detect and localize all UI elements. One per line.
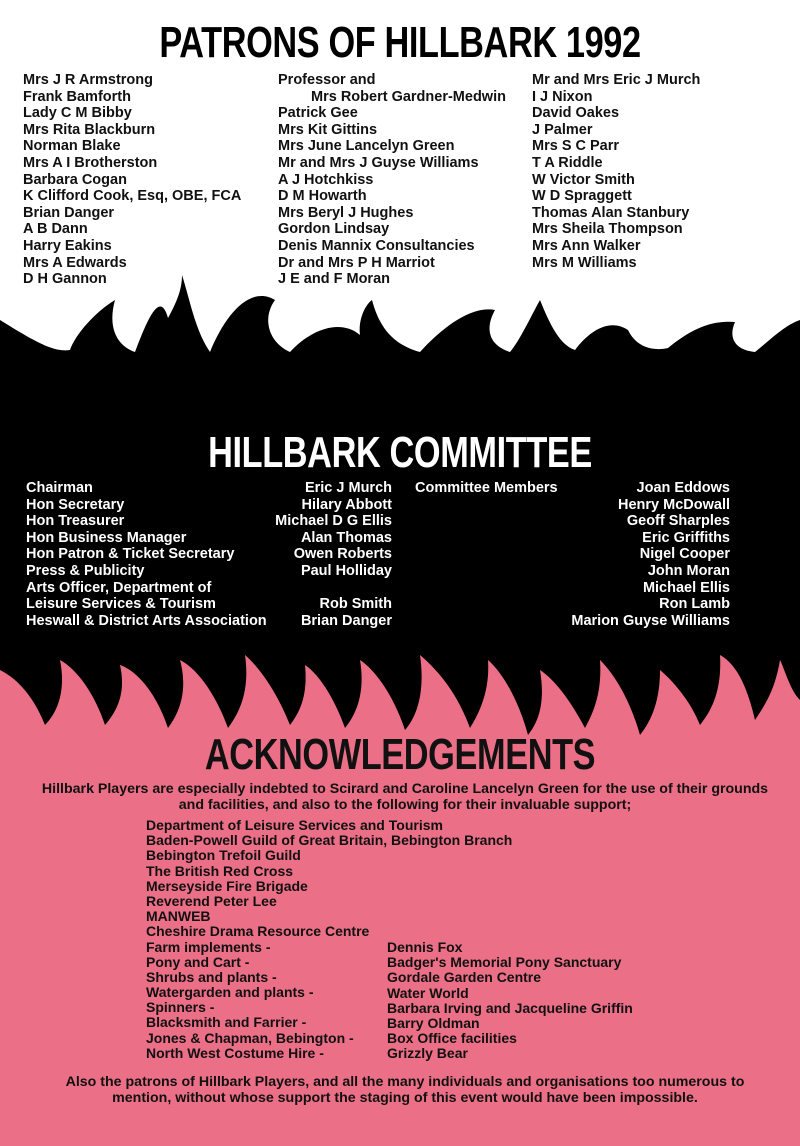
patron-name: Mrs Beryl J Hughes <box>278 204 414 221</box>
patron-name: Thomas Alan Stanbury <box>532 204 690 221</box>
committee-member: Henry McDowall <box>618 496 730 513</box>
committee-member: Eric Griffiths <box>642 529 730 546</box>
provider: Dennis Fox <box>387 939 463 955</box>
supporter: Watergarden and plants - <box>146 984 314 1001</box>
committee-role: Leisure Services & Tourism <box>26 596 216 613</box>
committee-role: Heswall & District Arts Association <box>26 612 267 629</box>
patron-name: Brian Danger <box>23 204 115 221</box>
patron-name: Mr and Mrs Eric J Murch <box>532 72 701 88</box>
patron-name: Frank Bamforth <box>23 88 131 105</box>
committee-role: Hon Business Manager <box>26 529 187 546</box>
supporter: Blacksmith and Farrier - <box>146 1014 307 1031</box>
committee-name: Brian Danger <box>300 612 392 629</box>
patron-name: A J Hotchkiss <box>278 171 374 188</box>
providers-list <box>387 940 633 1062</box>
supporter: Baden-Powell Guild of Great Britain, Bebington Branch <box>146 832 513 849</box>
patron-name: D H Gannon <box>23 271 107 288</box>
patron-name: Denis Mannix Consultancies <box>278 237 475 254</box>
patron-name: Lady C M Bibby <box>23 105 132 122</box>
committee-name: Eric J Murch <box>304 480 392 496</box>
committee-role: Hon Secretary <box>26 496 125 513</box>
supporter: Merseyside Fire Brigade <box>146 877 308 894</box>
committee-name: Alan Thomas <box>300 529 392 546</box>
patron-name: Mr and Mrs J Guyse Williams <box>278 154 479 171</box>
patron-name: Mrs Ann Walker <box>532 237 641 254</box>
patron-name: Professor and <box>278 72 376 88</box>
committee-role: Hon Treasurer <box>26 513 125 530</box>
provider: Gordale Garden Centre <box>387 969 542 986</box>
committee-members-heading: Committee Members <box>415 480 558 496</box>
patron-name: K Clifford Cook, Esq, OBE, FCA <box>23 188 242 205</box>
patron-name: Mrs Rita Blackburn <box>23 121 156 138</box>
patron-name: Dr and Mrs P H Marriot <box>278 254 435 271</box>
patrons-column-3 <box>532 72 700 271</box>
committee-name <box>270 580 392 597</box>
acknowledgements-title: ACKNOWLEDGEMENTS <box>204 730 596 779</box>
committee-name: Hilary Abbott <box>301 496 392 513</box>
provider: Box Office facilities <box>387 1030 517 1047</box>
acknowledgements-intro: Hillbark Players are especially indebted to Scirard and Caroline Lancelyn Green for the use of their grounds and facilities, and also to the following for their invaluable support; <box>41 781 769 813</box>
supporter: Farm implements - <box>146 938 271 955</box>
provider: Grizzly Bear <box>387 1045 468 1062</box>
patron-name: Mrs J R Armstrong <box>23 72 153 88</box>
committee-role: Chairman <box>26 480 93 496</box>
committee-roles <box>26 480 267 629</box>
committee-member: John Moran <box>647 562 730 579</box>
committee-member: Nigel Cooper <box>639 546 730 563</box>
committee-member: Joan Eddows <box>636 480 730 496</box>
committee-member: Geoff Sharples <box>626 513 730 530</box>
patron-name: A B Dann <box>23 221 88 238</box>
committee-name: Rob Smith <box>319 596 392 613</box>
supporter: Department of Leisure Services and Tourism <box>146 817 443 833</box>
patron-name: Mrs Robert Gardner-Medwin <box>311 88 506 105</box>
provider: Badger's Memorial Pony Sanctuary <box>387 954 622 971</box>
supporter: Spinners - <box>146 999 215 1016</box>
patron-name: Patrick Gee <box>278 105 358 122</box>
committee-name: Michael D G Ellis <box>275 513 392 530</box>
patrons-title: PATRONS OF HILLBARK 1992 <box>159 18 641 67</box>
patron-name: Mrs Sheila Thompson <box>532 221 683 238</box>
patrons-column-2 <box>278 72 506 288</box>
patron-name: Mrs June Lancelyn Green <box>278 138 455 155</box>
patrons-column-1 <box>23 72 241 288</box>
committee-role: Hon Patron & Ticket Secretary <box>26 546 235 563</box>
committee-name: Owen Roberts <box>293 546 392 563</box>
patron-name: David Oakes <box>532 105 620 122</box>
patron-name: Gordon Lindsay <box>278 221 390 238</box>
supporter: MANWEB <box>146 908 211 925</box>
patron-name: J E and F Moran <box>278 271 390 288</box>
provider: Barbara Irving and Jacqueline Griffin <box>387 999 633 1016</box>
committee-member: Marion Guyse Williams <box>571 612 730 629</box>
supporter: North West Costume Hire - <box>146 1044 324 1061</box>
committee-title: HILLBARK COMMITTEE <box>208 428 592 477</box>
committee-name: Paul Holliday <box>300 562 392 579</box>
supporter: Pony and Cart - <box>146 953 250 970</box>
patron-name: W D Spraggett <box>532 188 632 205</box>
patron-name: D M Howarth <box>278 188 367 205</box>
committee-role: Arts Officer, Department of <box>26 579 212 596</box>
patron-name: W Victor Smith <box>532 171 635 188</box>
supporter: Shrubs and plants - <box>146 968 277 985</box>
acknowledgements-closing: Also the patrons of Hillbark Players, and all the many individuals and organisations too numerous to mention, without whose support the staging of this event would have been impossible. <box>65 1074 745 1106</box>
patron-name: T A Riddle <box>532 154 603 171</box>
committee-names <box>270 480 392 629</box>
patron-name: Mrs Kit Gittins <box>278 121 378 138</box>
patron-name: Mrs S C Parr <box>532 138 620 155</box>
patron-name: Norman Blake <box>23 138 121 155</box>
committee-member: Michael Ellis <box>642 579 730 596</box>
committee-role: Press & Publicity <box>26 562 145 579</box>
supporter: Jones & Chapman, Bebington - <box>146 1029 354 1046</box>
provider: Barry Oldman <box>387 1014 480 1031</box>
patron-name: Mrs A I Brotherston <box>23 154 158 171</box>
supporter: The British Red Cross <box>146 862 294 879</box>
supporter: Reverend Peter Lee <box>146 892 277 909</box>
patron-name: Barbara Cogan <box>23 171 127 188</box>
committee-members <box>560 480 730 629</box>
patron-name: Harry Eakins <box>23 237 112 254</box>
committee-member: Ron Lamb <box>659 596 730 613</box>
supporter: Cheshire Drama Resource Centre <box>146 923 370 940</box>
patron-name: I J Nixon <box>532 88 593 105</box>
provider: Water World <box>387 984 469 1001</box>
patron-name: J Palmer <box>532 121 593 138</box>
patron-name: Mrs M Williams <box>532 254 637 271</box>
patron-name: Mrs A Edwards <box>23 254 127 271</box>
supporter: Bebington Trefoil Guild <box>146 847 301 864</box>
